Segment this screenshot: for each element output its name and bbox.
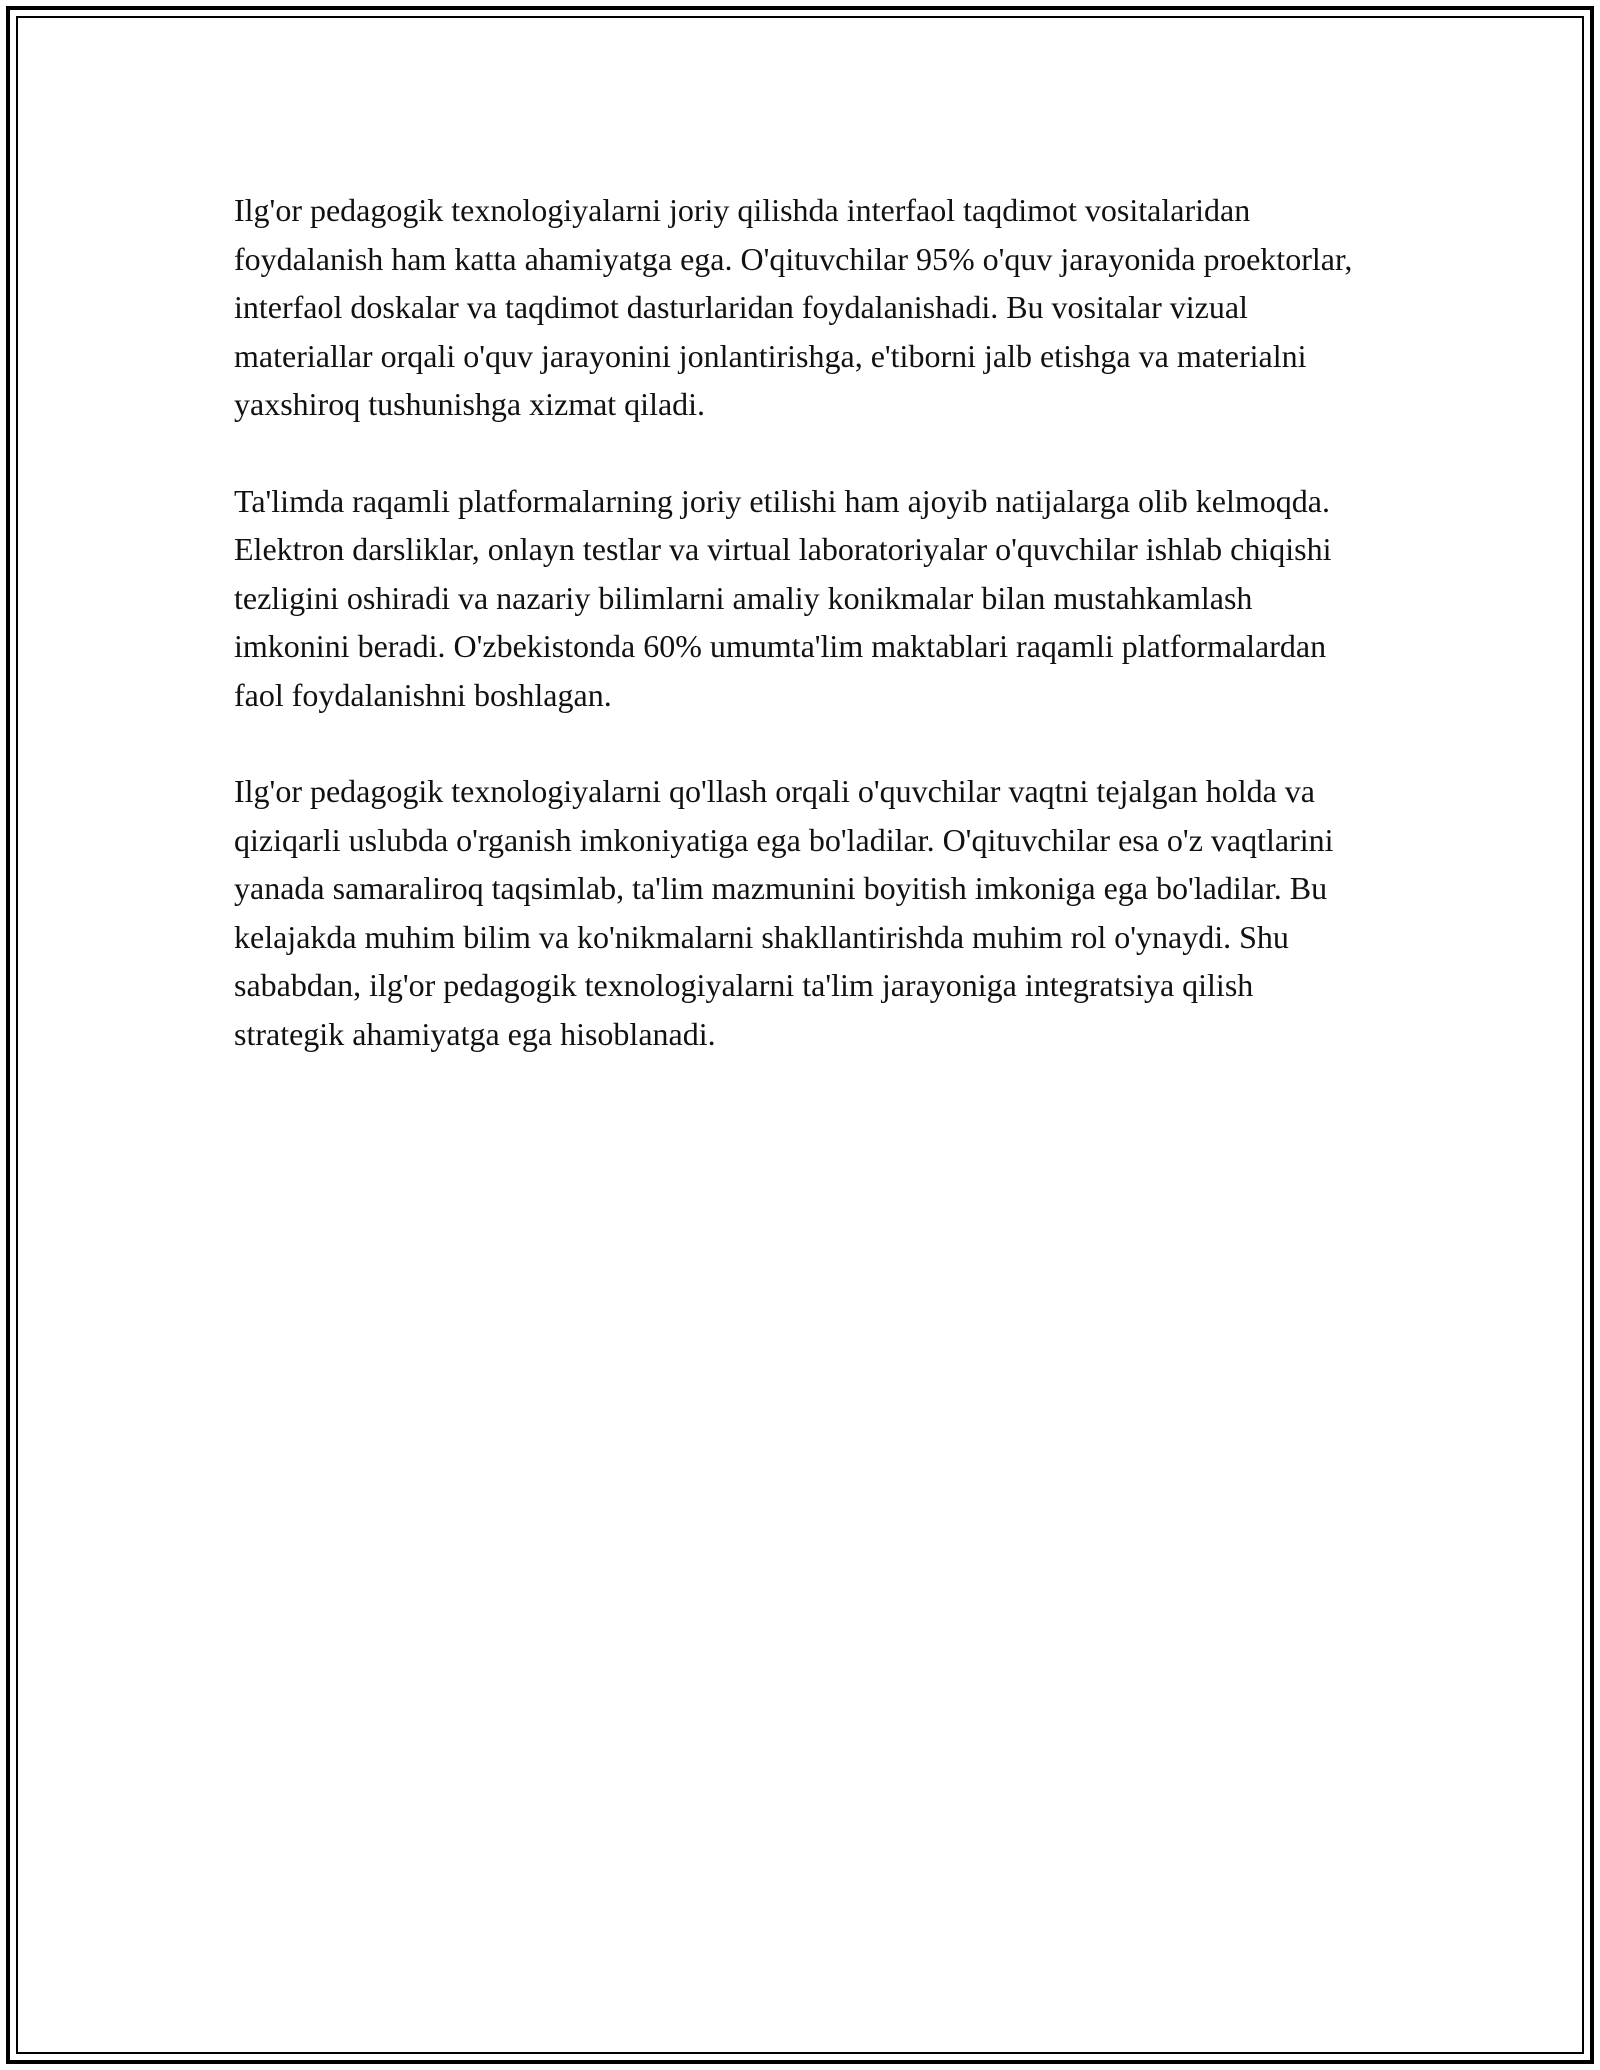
paragraph-1: Ilg'or pedagogik texnologiyalarni joriy qilishda interfaol taqdimot vositalaridan foydalanish ham katta ahamiyatga ega. O'qituvchilar 95% o'quv jarayonida proektorlar, interfaol doskalar va taqdimot dasturlaridan foydalanishadi. Bu vositalar vizual materiallar orqali o'quv jarayonini jonlantirishga, e'tiborni jalb etishga va materialni yaxshiroq tushunishga xizmat qiladi. — [234, 192, 1353, 422]
paragraph-2: Ta'limda raqamli platformalarning joriy etilishi ham ajoyib natijalarga olib kelmoqda. Elektron darsliklar, onlayn testlar va virtual laboratoriyalar o'quvchilar ishlab chiqishi tezligini oshiradi va nazariy bilimlarni amaliy konikmalar bilan mustahkamlash imkonini beradi. O'zbekistonda 60% umumta'lim maktablari raqamli platformalardan faol foydalanishni boshlagan. — [234, 482, 1332, 713]
paragraph-3: Ilg'or pedagogik texnologiyalarni qo'llash orqali o'quvchilar vaqtni tejalgan holda va qiziqarli uslubda o'rganish imkoniyatiga ega bo'ladilar. O'qituvchilar esa o'z vaqtlarini yanada samaraliroq taqsimlab, ta'lim mazmunini boyitish imkoniga ega bo'ladilar. Bu kelajakda muhim bilim va ko'nikmalarni shakllantirishda muhim rol o'ynaydi. Shu sababdan, ilg'or pedagogik texnologiyalarni ta'lim jarayoniga integratsiya qilish strategik ahamiyatga ega hisoblanadi. — [234, 773, 1334, 1052]
document-body — [234, 186, 1354, 1106]
